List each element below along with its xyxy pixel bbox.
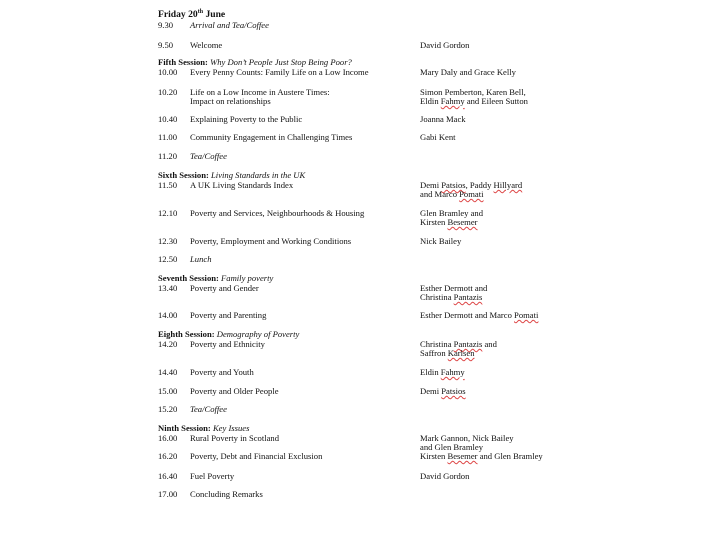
schedule-title: Lunch xyxy=(190,254,212,264)
schedule-speaker: Glen Bramley and xyxy=(420,208,484,218)
schedule-time: 16.00 xyxy=(158,433,178,443)
schedule-time: 14.40 xyxy=(158,367,178,377)
schedule-time: 12.50 xyxy=(158,254,178,264)
schedule-title: Life on a Low Income in Austere Times: xyxy=(190,87,330,97)
schedule-speaker: Gabi Kent xyxy=(420,132,456,142)
schedule-title: Concluding Remarks xyxy=(190,489,263,499)
schedule-time: 10.00 xyxy=(158,67,178,77)
schedule-title: Explaining Poverty to the Public xyxy=(190,114,303,124)
schedule-speaker: Eldin Fahmy xyxy=(420,367,465,377)
session-heading: Ninth Session: Key Issues xyxy=(158,423,250,433)
schedule-speaker: Saffron Karlsen xyxy=(420,348,475,358)
schedule-title: Tea/Coffee xyxy=(190,151,227,161)
schedule-title: Welcome xyxy=(190,40,223,50)
schedule-time: 10.20 xyxy=(158,87,178,97)
schedule-time: 15.20 xyxy=(158,404,178,414)
schedule-title: Poverty and Services, Neighbourhoods & Housing xyxy=(190,208,365,218)
schedule-speaker: Kirsten Besemer xyxy=(420,217,478,227)
schedule-speaker: Kirsten Besemer and Glen Bramley xyxy=(420,451,543,461)
schedule-title: Rural Poverty in Scotland xyxy=(190,433,280,443)
session-heading: Sixth Session: Living Standards in the UK xyxy=(158,170,306,180)
schedule-time: 9.30 xyxy=(158,20,174,30)
schedule-time: 10.40 xyxy=(158,114,178,124)
schedule-title: Poverty and Ethnicity xyxy=(190,339,265,349)
schedule-time: 12.10 xyxy=(158,208,178,218)
schedule-title: Community Engagement in Challenging Times xyxy=(190,132,353,142)
schedule-title: Poverty and Gender xyxy=(190,283,259,293)
schedule-speaker: Demi Patsios, Paddy Hillyard xyxy=(420,180,523,190)
schedule-speaker: David Gordon xyxy=(420,40,470,50)
schedule-speaker: Mary Daly and Grace Kelly xyxy=(420,67,516,77)
session-heading: Eighth Session: Demography of Poverty xyxy=(158,329,300,339)
schedule-title: Poverty and Parenting xyxy=(190,310,267,320)
schedule-title: Every Penny Counts: Family Life on a Low Income xyxy=(190,67,369,77)
schedule-title: Poverty and Older People xyxy=(190,386,279,396)
day-heading: Friday 20th June xyxy=(158,8,226,20)
schedule-speaker: Nick Bailey xyxy=(420,236,462,246)
schedule-title: Poverty, Debt and Financial Exclusion xyxy=(190,451,323,461)
schedule-time: 13.40 xyxy=(158,283,178,293)
schedule-time: 17.00 xyxy=(158,489,178,499)
schedule-time: 15.00 xyxy=(158,386,178,396)
schedule-speaker: Simon Pemberton, Karen Bell, xyxy=(420,87,526,97)
schedule-speaker: Joanna Mack xyxy=(420,114,466,124)
schedule-speaker: Esther Dermott and Marco Pomati xyxy=(420,310,539,320)
session-heading: Seventh Session: Family poverty xyxy=(158,273,274,283)
schedule-time: 14.00 xyxy=(158,310,178,320)
schedule-time: 11.20 xyxy=(158,151,178,161)
schedule-title: Tea/Coffee xyxy=(190,404,227,414)
schedule-time: 11.00 xyxy=(158,132,178,142)
schedule-time: 16.40 xyxy=(158,471,178,481)
schedule-speaker: Mark Gannon, Nick Bailey xyxy=(420,433,514,443)
schedule-speaker: Demi Patsios xyxy=(420,386,466,396)
schedule-title: Fuel Poverty xyxy=(190,471,235,481)
schedule-title: Arrival and Tea/Coffee xyxy=(190,20,269,30)
schedule-speaker: David Gordon xyxy=(420,471,470,481)
schedule-title: Poverty and Youth xyxy=(190,367,254,377)
schedule-speaker: and Marco Pomati xyxy=(420,189,484,199)
session-heading: Fifth Session: Why Don’t People Just Stop Being Poor? xyxy=(158,57,352,67)
schedule-speaker: and Glen Bramley xyxy=(420,442,484,452)
schedule-speaker: Christina Pantazis xyxy=(420,292,483,302)
schedule-time: 14.20 xyxy=(158,339,178,349)
schedule-speaker: Esther Dermott and xyxy=(420,283,488,293)
schedule-title: Impact on relationships xyxy=(190,96,271,106)
schedule-title: Poverty, Employment and Working Conditions xyxy=(190,236,352,246)
schedule-speaker: Christina Pantazis and xyxy=(420,339,497,349)
schedule-time: 12.30 xyxy=(158,236,178,246)
schedule-speaker: Eldin Fahmy and Eileen Sutton xyxy=(420,96,528,106)
schedule-time: 11.50 xyxy=(158,180,178,190)
schedule-time: 16.20 xyxy=(158,451,178,461)
schedule-title: A UK Living Standards Index xyxy=(190,180,294,190)
schedule-time: 9.50 xyxy=(158,40,174,50)
